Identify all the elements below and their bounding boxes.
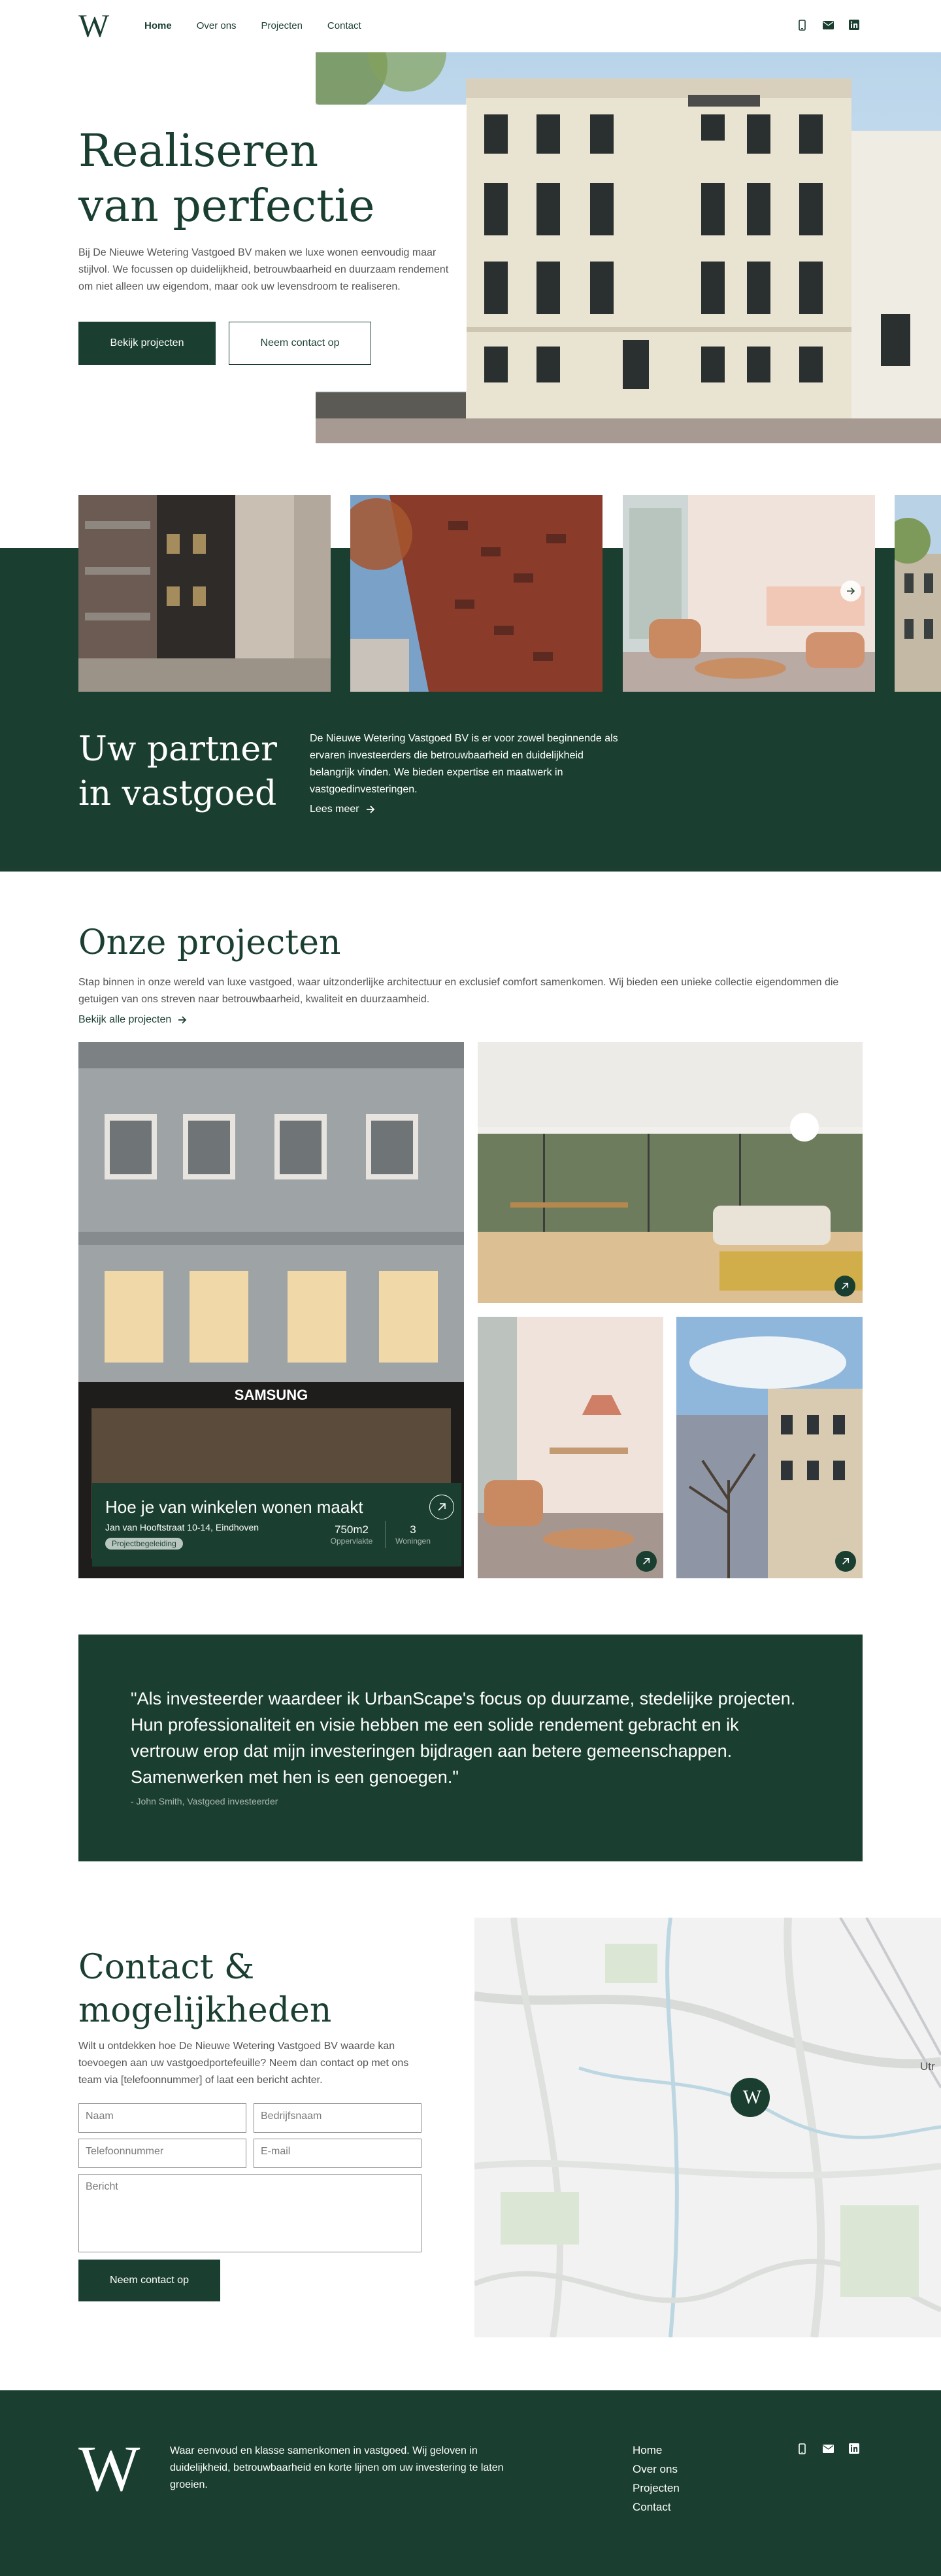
site-header <box>0 0 941 52</box>
nav-home[interactable]: Home <box>144 20 172 31</box>
project-image-living[interactable] <box>478 1317 663 1578</box>
map-pin[interactable]: W <box>731 2078 770 2117</box>
footer-nav-contact[interactable]: Contact <box>633 2501 671 2513</box>
map[interactable] <box>474 1918 941 2337</box>
arrow-up-right-icon[interactable] <box>636 1551 657 1572</box>
logo[interactable]: W <box>78 7 102 44</box>
partner-title-line2: in vastgoed <box>78 774 277 813</box>
footer-nav <box>633 2443 680 2515</box>
email-field[interactable]: E-mail <box>254 2139 421 2168</box>
featured-project-card[interactable] <box>92 1483 461 1567</box>
read-more-label: Lees meer <box>310 804 359 815</box>
mail-icon[interactable] <box>822 19 834 31</box>
stat-area-value: 750m2 <box>335 1523 369 1536</box>
stat-area-label: Oppervlakte <box>330 1536 373 1546</box>
testimonial-text: "Als investeerder waardeer ik UrbanScape's focus op duurzame, stedelijke projecten. Hun professionaliteit en visie hebben me een solide rendement gebracht en ik vertrouw erop dat mijn investeringen bijdragen aan betere gemeenschappen. Samenwerken met hen is een genoegen." <box>131 1689 796 1787</box>
stat-homes-value: 3 <box>410 1523 416 1536</box>
read-more-link[interactable] <box>310 804 375 815</box>
mail-icon[interactable] <box>822 2443 834 2454</box>
arrow-up-right-icon[interactable] <box>835 1551 856 1572</box>
linkedin-icon[interactable] <box>848 19 860 31</box>
gallery-image-3 <box>623 495 875 692</box>
stat-homes-label: Woningen <box>395 1536 431 1546</box>
arrow-right-icon <box>366 805 375 813</box>
gallery-image-2 <box>350 495 603 692</box>
arrow-right-icon <box>178 1016 187 1024</box>
main-nav <box>144 20 361 31</box>
phone-icon[interactable] <box>796 19 808 31</box>
nav-projecten[interactable]: Projecten <box>261 20 303 31</box>
partner-title <box>78 727 277 816</box>
project-image-street[interactable] <box>676 1317 863 1578</box>
hero-title-line2: van perfectie <box>78 180 375 232</box>
contact-button[interactable]: Neem contact op <box>229 322 371 365</box>
arrow-up-right-icon[interactable] <box>429 1495 454 1519</box>
testimonial-author: - John Smith, Vastgoed investeerder <box>131 1796 278 1806</box>
contact-title <box>78 1946 331 2032</box>
name-field[interactable]: Naam <box>78 2103 246 2133</box>
contact-title-line2: mogelijkheden <box>78 1991 332 2030</box>
hero-title <box>78 124 374 234</box>
hero-text: Bij De Nieuwe Wetering Vastgoed BV maken we luxe wonen eenvoudig maar stijlvol. We focussen op duidelijkheid, betrouwbaarheid en duurzaam rendement om niet alleen uw eigendom, maar ook uw levensdroom te realiseren. <box>78 247 449 292</box>
hero-title-line1: Realiseren <box>78 126 319 177</box>
featured-project-title: Hoe je van winkelen wonen maakt <box>105 1497 363 1517</box>
projects-text: Stap binnen in onze wereld van luxe vastgoed, waar uitzonderlijke architectuur en exclusief comfort samenkomen. Wij bieden een unieke collectie eigendommen die getuigen van ons streven naar betrouwbaarheid, kwaliteit en duurzaamheid. <box>78 977 839 1005</box>
arrow-up-right-icon[interactable] <box>834 1276 855 1296</box>
footer-text: Waar eenvoud en klasse samenkomen in vastgoed. Wij geloven in duidelijkheid, betrouwbaarheid en korte lijnen om uw investering te laten groeien. <box>170 2445 504 2490</box>
featured-project-address: Jan van Hooftstraat 10-14, Eindhoven <box>105 1522 259 1533</box>
phone-field[interactable]: Telefoonnummer <box>78 2139 246 2168</box>
footer-nav-home[interactable]: Home <box>633 2444 663 2456</box>
footer-logo[interactable]: W <box>78 2432 125 2505</box>
stat-area <box>322 1523 381 1546</box>
map-label: Utr <box>920 2060 935 2073</box>
footer-social <box>796 2443 860 2454</box>
stat-homes <box>390 1523 436 1546</box>
gallery-next-arrow-icon[interactable] <box>840 581 861 602</box>
footer-nav-projecten[interactable]: Projecten <box>633 2482 680 2494</box>
partner-title-line1: Uw partner <box>78 730 278 769</box>
gallery-image-1 <box>78 495 331 692</box>
contact-text: Wilt u ontdekken hoe De Nieuwe Wetering Vastgoed BV waarde kan toevoegen aan uw vastgoedportefeuille? Neem dan contact op met ons team via [telefoonnummer] of laat een bericht achter. <box>78 2041 409 2086</box>
phone-icon[interactable] <box>796 2443 808 2454</box>
view-projects-button[interactable]: Bekijk projecten <box>78 322 216 365</box>
project-tag: Projectbegeleiding <box>105 1538 183 1550</box>
nav-over-ons[interactable]: Over ons <box>196 20 237 31</box>
linkedin-icon[interactable] <box>848 2443 860 2454</box>
shop-sign: SAMSUNG <box>234 1387 308 1403</box>
view-all-projects-label: Bekijk alle projecten <box>78 1014 172 1025</box>
header-social <box>796 19 860 31</box>
site-footer <box>0 2390 941 2576</box>
company-field[interactable]: Bedrijfsnaam <box>254 2103 421 2133</box>
nav-contact[interactable]: Contact <box>327 20 361 31</box>
submit-contact-button[interactable]: Neem contact op <box>78 2260 220 2301</box>
message-field[interactable]: Bericht <box>78 2174 421 2252</box>
gallery-image-4 <box>895 495 941 692</box>
project-image-interior[interactable] <box>478 1042 863 1303</box>
projects-title: Onze projecten <box>78 923 341 962</box>
footer-nav-over-ons[interactable]: Over ons <box>633 2463 678 2475</box>
contact-title-line1: Contact & <box>78 1948 255 1987</box>
partner-text: De Nieuwe Wetering Vastgoed BV is er voor zowel beginnende als ervaren investeerders die betrouwbaarheid en duidelijkheid belangrijk vinden. We bieden expertise en maatwerk in vastgoedinvesteringen. <box>310 733 618 795</box>
stat-divider <box>385 1521 386 1548</box>
view-all-projects-link[interactable] <box>78 1014 187 1026</box>
testimonial <box>78 1635 863 1861</box>
